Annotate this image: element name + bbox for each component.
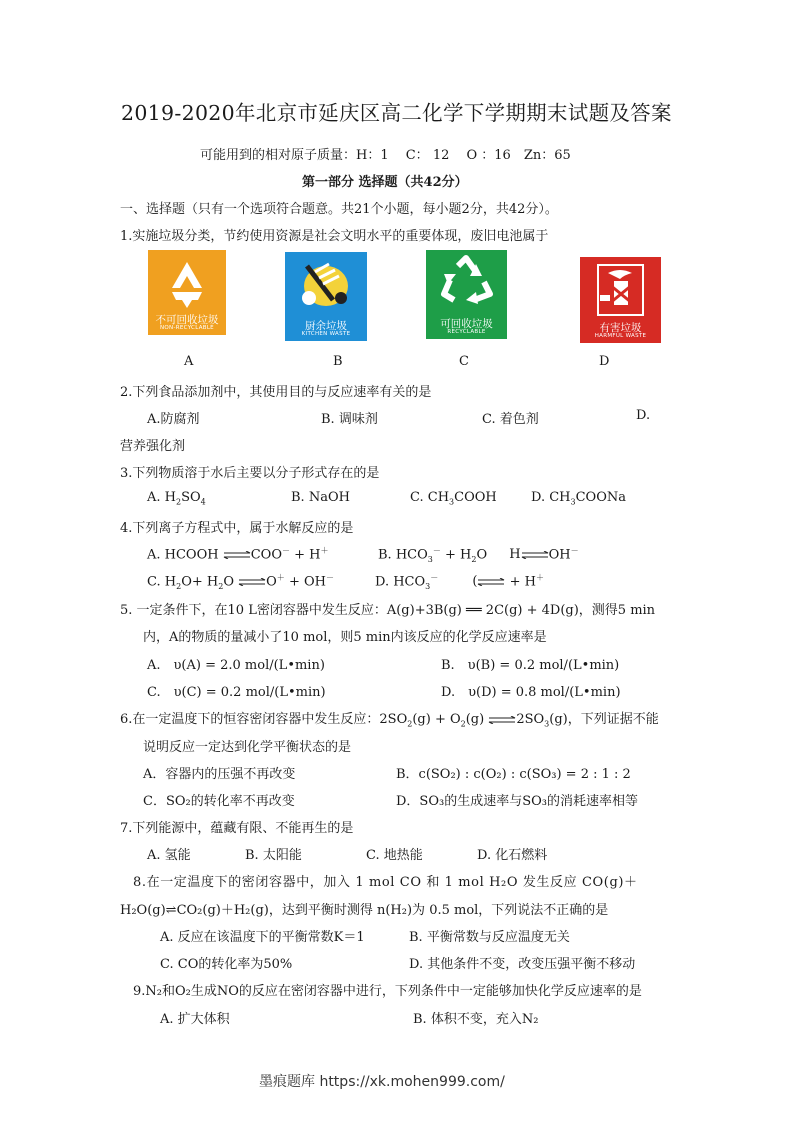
part1-heading: 第一部分 选择题（共42分）	[302, 175, 468, 190]
q4-c-o: O	[223, 574, 234, 590]
q7-option-d: D. 化石燃料	[477, 848, 548, 863]
harmful-waste-bin-image	[580, 257, 661, 343]
q2-option-d-letter: D.	[636, 408, 651, 423]
q4-d-tail: + H	[509, 574, 536, 590]
bin-d-sub: HARMFUL WASTE	[594, 333, 647, 339]
q3-d-sub: 3	[570, 497, 576, 507]
q4-b-sub2: 2	[471, 554, 477, 564]
q2-option-d: 营养强化剂	[120, 439, 186, 454]
q1-stem: 1.实施垃圾分类，节约使用资源是社会文明水平的重要体现，废旧电池属于	[120, 229, 549, 244]
q8-option-b: B. 平衡常数与反应温度无关	[409, 930, 570, 945]
q9-option-b: B. 体积不变，充入N₂	[413, 1012, 539, 1027]
page-title: 2019-2020年北京市延庆区高二化学下学期期末试题及答案	[121, 101, 672, 125]
q8-stem-line2: H₂O(g)⇌CO₂(g)＋H₂(g)，达到平衡时测得 n(H₂)为 0.5 mol，下列说法不正确的是	[120, 903, 609, 918]
q6-stem-line2: 说明反应一定达到化学平衡状态的是	[143, 740, 352, 755]
q6-stem-post: (g)，下列证据不能	[549, 712, 659, 727]
q5-stem-line2: 内，A的物质的量减小了10 mol，则5 min内该反应的化学反应速率是	[143, 630, 547, 645]
q3-d-tail: COONa	[575, 490, 626, 505]
q1-option-a-letter: A	[184, 354, 194, 369]
recyclable-bin-image	[426, 250, 507, 339]
q4-option-d: D. $HCO_3^-$ ( + H＋	[375, 573, 544, 591]
q6-stem-mid1: (g) + O	[412, 712, 461, 727]
q6-stem-mid2: (g)	[465, 712, 485, 727]
q6-stem: 6.在一定温度下的恒容密闭容器中发生反应：$2SO_2(g) + O_2(g)$ $2SO_3(g)$，下列证据不能	[120, 712, 659, 729]
q9-stem: 9.N₂和O₂生成NO的反应在密闭容器中进行，下列条件中一定能够加快化学反应速率的是	[133, 984, 642, 999]
hazard-bin-icon	[580, 259, 661, 319]
q3-c-text: C. CH	[410, 490, 450, 505]
q4-b-sub: 3	[427, 554, 433, 564]
footer-watermark: 墨痕题库 https://xk.mohen999.com/	[259, 1074, 505, 1090]
recycle-arrows-icon	[148, 254, 226, 314]
kitchen-waste-bin-image	[285, 252, 367, 341]
q9-option-a: A. 扩大体积	[160, 1012, 230, 1027]
section-intro: 一、选择题（只有一个选项符合题意。共21个小题，每小题2分，共42分）。	[120, 202, 558, 217]
q4-a-post: COO	[250, 547, 282, 563]
q6-option-c: C．SO₂的转化率不再改变	[143, 794, 295, 809]
q4-c-sub2: 2	[218, 581, 224, 591]
non-recyclable-bin-image	[148, 250, 226, 335]
q2-option-c: C. 着色剂	[482, 412, 539, 427]
q7-option-c: C. 地热能	[366, 848, 423, 863]
equilibrium-arrow-icon	[477, 578, 505, 586]
q3-a-sub1: 2	[176, 497, 182, 507]
q5-option-b: B. υ(B) = 0.2 mol/(L•min)	[441, 658, 620, 673]
equilibrium-arrow-icon	[238, 578, 266, 586]
q7-option-b: B. 太阳能	[245, 848, 302, 863]
bin-a-label: 不可回收垃圾	[155, 314, 219, 326]
q2-stem: 2.下列食品添加剂中，其使用目的与反应速率有关的是	[120, 385, 432, 400]
q4-c-pre: C. H	[147, 574, 177, 590]
q3-option-d	[531, 490, 626, 507]
q3-option-c	[410, 490, 497, 507]
q6-option-b: B．c(SO₂) : c(O₂) : c(SO₃) = 2 : 1 : 2	[396, 767, 631, 782]
q8-option-c: C. CO的转化率为50%	[160, 957, 293, 972]
q4-c-tail: + OH	[288, 574, 326, 590]
q4-b-mid: + H	[445, 547, 472, 563]
q8-stem: 8.在一定温度下的密闭容器中，加入 1 mol CO 和 1 mol H₂O 发生反应 CO(g)＋	[133, 875, 638, 890]
bin-b-label: 厨余垃圾	[305, 320, 347, 332]
q4-option-c: C. $H_2O+ H_2O$ O＋ + OH－	[147, 573, 334, 591]
q6-option-d: D．SO₃的生成速率与SO₃的消耗速率相等	[396, 794, 638, 809]
q4-option-a: A. HCOOH COO－ + H＋	[147, 546, 329, 563]
q3-option-b: B. NaOH	[291, 490, 350, 505]
q3-a-sub2: 4	[200, 497, 206, 507]
q2-option-b: B. 调味剂	[321, 412, 378, 427]
q5-option-c: C. υ(C) = 0.2 mol/(L•min)	[147, 685, 326, 700]
q1-option-b-letter: B	[333, 354, 343, 369]
q4-b-o: O	[476, 547, 488, 563]
q8-option-a: A. 反应在该温度下的平衡常数K＝1	[160, 930, 365, 945]
q1-option-c-letter: C	[459, 354, 469, 369]
q6-stem-pre: 6.在一定温度下的恒容密闭容器中发生反应：2SO	[120, 712, 408, 727]
q4-c-mid: O+ H	[181, 574, 219, 590]
atomic-masses: 可能用到的相对原子质量：H：1 C： 12 O ：16 Zn：65	[200, 148, 571, 163]
q2-option-a: A.防腐剂	[147, 412, 200, 427]
q5-stem: 5. 一定条件下，在10 L密闭容器中发生反应：A(g)+3B(g) ══ 2C(g) + 4D(g)，测得5 min	[120, 603, 656, 618]
q3-c-sub: 3	[449, 497, 455, 507]
q5-option-a: A. υ(A) = 2.0 mol/(L•min)	[147, 658, 325, 673]
q8-option-d: D. 其他条件不变，改变压强平衡不移动	[409, 957, 636, 972]
q3-option-a	[147, 490, 206, 507]
bin-b-sub: KITCHEN WASTE	[301, 331, 351, 337]
bin-d-label: 有害垃圾	[599, 322, 642, 334]
bin-c-sub: RECYCLABLE	[447, 329, 486, 335]
q4-b-post: H	[509, 547, 521, 563]
q7-option-a: A. 氢能	[147, 848, 191, 863]
equilibrium-arrow-icon	[521, 551, 549, 559]
q4-b-tail: OH	[548, 547, 571, 563]
q4-c-post: O	[266, 574, 277, 590]
recycle-icon	[426, 252, 507, 314]
bin-a-sub: NON-RECYCLABLE	[160, 325, 214, 331]
q3-a-text: A. H	[147, 490, 176, 505]
q4-option-b: B. $HCO_3^- + H_2O$ H OH－	[378, 546, 579, 564]
q3-d-text: D. CH	[531, 490, 571, 505]
q4-c-sub: 2	[176, 581, 182, 591]
q4-stem: 4.下列离子方程式中，属于水解反应的是	[120, 521, 354, 536]
q5-option-d: D. υ(D) = 0.8 mol/(L•min)	[441, 685, 621, 700]
equilibrium-arrow-icon	[488, 716, 516, 724]
q4-d-post: (	[472, 574, 478, 590]
q4-d-pre: D. HCO	[375, 574, 426, 590]
q1-option-d-letter: D	[599, 354, 610, 369]
q3-a-mid: SO	[181, 490, 201, 505]
q4-d-sub: 3	[425, 581, 431, 591]
fish-bone-icon	[285, 254, 367, 316]
q4-a-tail: + H	[294, 547, 321, 563]
equilibrium-arrow-icon	[223, 551, 251, 559]
bin-c-label: 可回收垃圾	[440, 318, 493, 330]
q7-stem: 7.下列能源中，蕴藏有限、不能再生的是	[120, 821, 354, 836]
q4-a-pre: A. HCOOH	[147, 547, 219, 563]
q3-c-tail: COOH	[454, 490, 497, 505]
q3-stem: 3.下列物质溶于水后主要以分子形式存在的是	[120, 466, 380, 481]
q6-stem-mid3: 2SO	[516, 712, 545, 727]
q6-option-a: A．容器内的压强不再改变	[143, 767, 296, 782]
q4-b-pre: B. HCO	[378, 547, 428, 563]
